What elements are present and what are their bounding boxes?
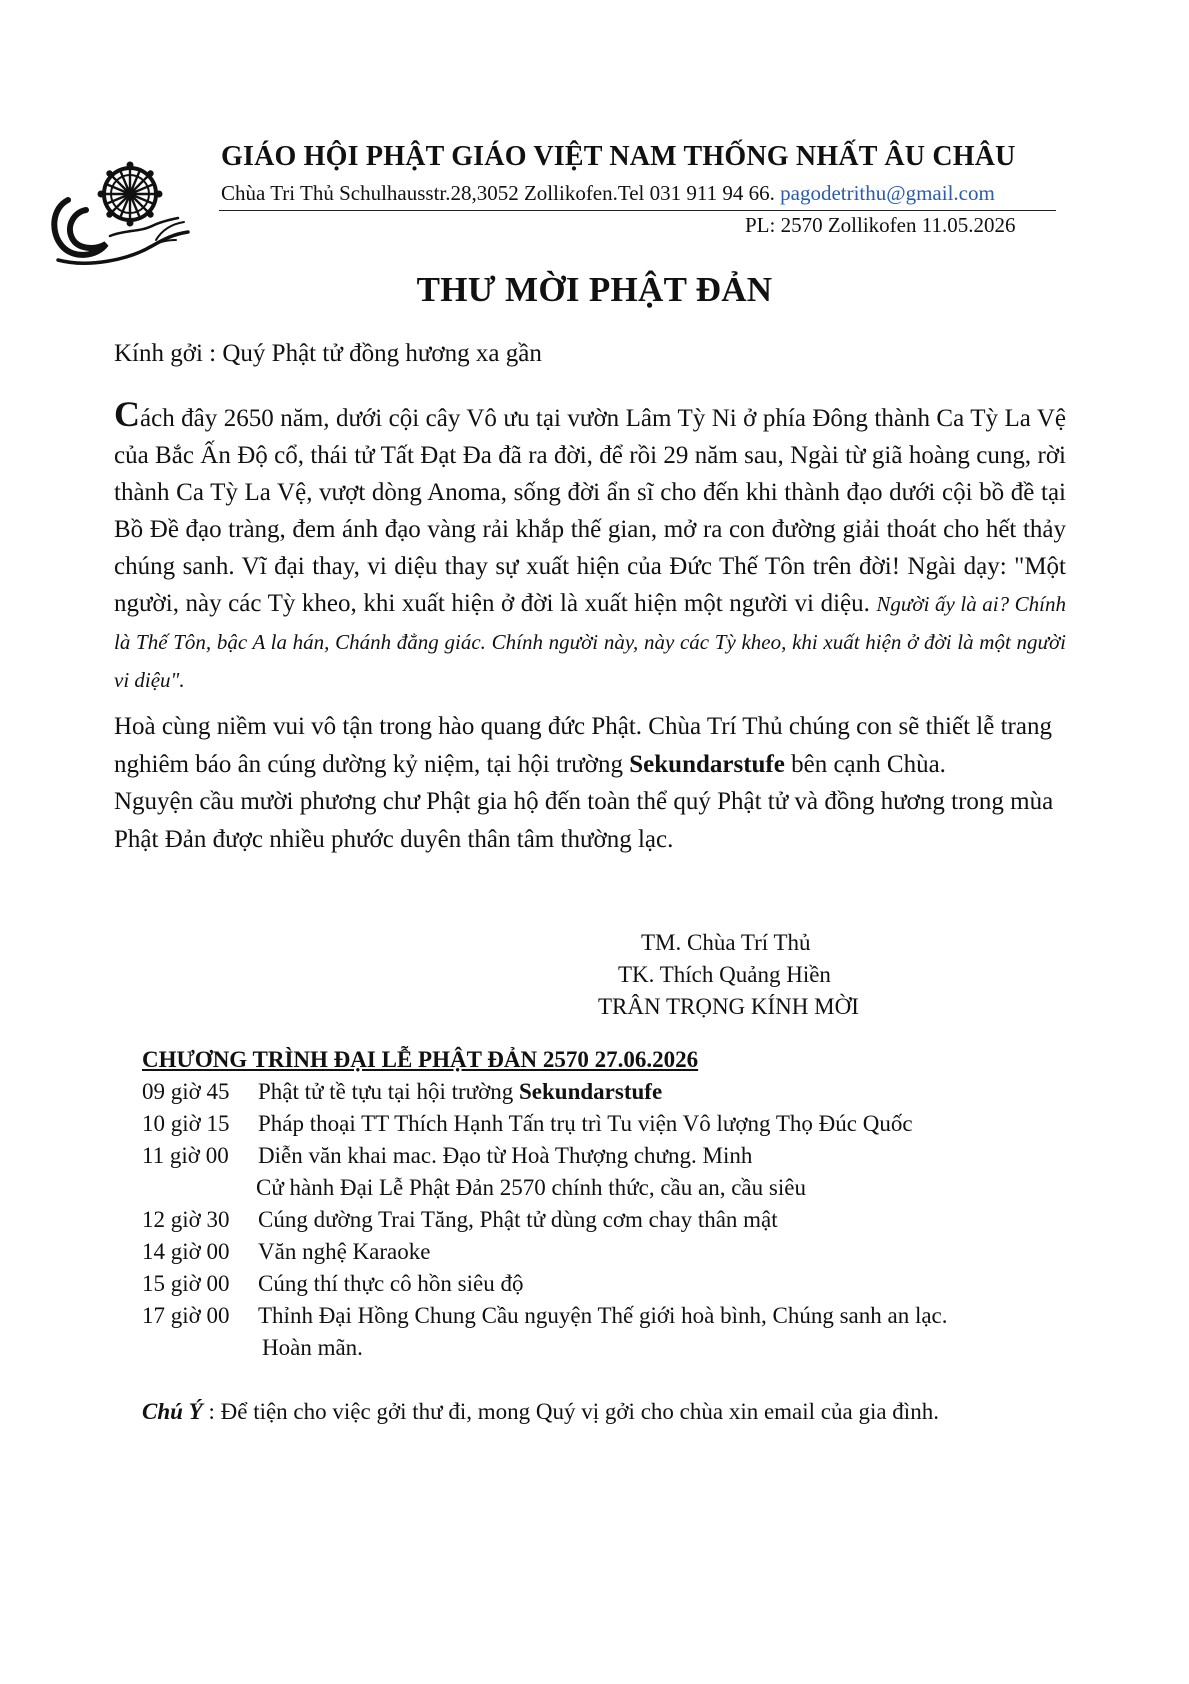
header-divider (219, 210, 1056, 211)
program-desc: Thỉnh Đại Hồng Chung Cầu nguyện Thế giới hoà bình, Chúng sanh an lạc. (258, 1303, 948, 1328)
program-time: 11 giờ 00 (142, 1143, 229, 1168)
program-time: 14 giờ 00 (142, 1239, 230, 1264)
note-text: : Để tiện cho việc gởi thư đi, mong Quý vị gởi cho chùa xin email của gia đình. (202, 1399, 939, 1424)
program-desc-text: Phật tử tề tựu tại hội trường (258, 1079, 520, 1104)
greeting: Kính gởi : Quý Phật tử đồng hương xa gần (114, 340, 542, 367)
invitation-text-a: Hoà cùng niềm vui vô tận trong hào quang đức Phật. Chùa Trí Thủ chúng con sẽ thiết lễ trang nghiêm báo ân cúng dường kỷ niệm, tại hội trường (114, 713, 1052, 778)
program-desc: Cúng thí thực cô hồn siêu độ (258, 1271, 524, 1296)
signature-block (560, 927, 880, 1023)
program-venue: Sekundarstufe (519, 1079, 663, 1104)
program-desc: Cử hành Đại Lễ Phật Đản 2570 chính thức, cầu an, cầu siêu (256, 1175, 806, 1200)
venue-name: Sekundarstufe (629, 750, 785, 778)
intro-quote-italic: Người ấy là ai? Chính là Thế Tôn, bậc A la hán, Chánh đẳng giác. Chính người này, này các Tỳ kheo, khi xuất hiện ở đời là một người vi diệu". (114, 592, 1066, 692)
program-desc: Hoàn mãn. (262, 1335, 363, 1360)
dharma-wheel-lotus-logo-icon (48, 160, 190, 268)
signature-line-3: TRÂN TRỌNG KÍNH MỜI (598, 994, 859, 1019)
program-title: CHƯƠNG TRÌNH ĐẠI LỄ PHẬT ĐẢN 2570 27.06.2026 (142, 1047, 699, 1072)
contact-line (221, 181, 995, 206)
program-time: 15 giờ 00 (142, 1271, 230, 1296)
intro-text: ách đây 2650 năm, dưới cội cây Vô ưu tại vườn Lâm Tỳ Ni ở phía Đông thành Ca Tỳ La Vệ của Bắc Ấn Độ cổ, thái tử Tất Đạt Đa đã ra đời, để rồi 29 năm sau, Ngài từ giã hoàng cung, rời thành Ca Tỳ La Vệ, vượt dòng Anoma, sống đời ẩn sĩ cho đến khi thành đạo dưới cội bồ đề tại Bồ Đề đạo tràng, đem ánh đạo vàng rải khắp thế gian, mở ra con đường giải thoát cho hết thảy chúng sanh. Vĩ đại thay, vi diệu thay sự xuất hiện của Đức Thế Tôn trên đời! Ngài dạy: "Một người, này các Tỳ kheo, khi xuất hiện ở đời là xuất hiện một người vi diệu. (114, 405, 1066, 617)
drop-cap: C (114, 394, 140, 434)
invitation-text (114, 708, 1066, 783)
program-time: 17 giờ 00 (142, 1303, 230, 1328)
date-line: PL: 2570 Zollikofen 11.05.2026 (745, 213, 1016, 237)
document-title: THƯ MỜI PHẬT ĐẢN (416, 270, 773, 309)
program-desc: Cúng dường Trai Tăng, Phật tử dùng cơm chay thân mật (258, 1207, 778, 1232)
email-link[interactable]: pagodetrithu@gmail.com (780, 181, 995, 205)
program-time: 09 giờ 45 (142, 1079, 230, 1104)
intro-paragraph (114, 394, 1066, 699)
invitation-paragraph (114, 708, 1066, 858)
note-label: Chú Ý (142, 1399, 203, 1424)
signature-line-1: TM. Chùa Trí Thủ (641, 930, 811, 955)
signature-line-2: TK. Thích Quảng Hiền (618, 962, 831, 987)
program-desc: Pháp thoại TT Thích Hạnh Tấn trụ trì Tu viện Vô lượng Thọ Đúc Quốc (258, 1111, 913, 1136)
program-desc (258, 1079, 662, 1105)
invitation-text-b: bên cạnh Chùa. (784, 750, 946, 778)
program-time: 10 giờ 15 (142, 1111, 230, 1136)
program-desc: Diễn văn khai mac. Đạo từ Hoà Thượng chưng. Minh (258, 1143, 753, 1168)
program-time: 12 giờ 30 (142, 1207, 230, 1232)
organization-name: GIÁO HỘI PHẬT GIÁO VIỆT NAM THỐNG NHẤT ÂU CHÂU (221, 141, 1016, 172)
prayer-text: Nguyện cầu mười phương chư Phật gia hộ đến toàn thể quý Phật tử và đồng hương trong mùa Phật Đản được nhiều phước duyên thân tâm thường lạc. (114, 788, 1054, 853)
contact-address: Chùa Tri Thủ Schulhausstr.28,3052 Zollikofen.Tel 031 911 94 66. (221, 181, 775, 205)
program-desc: Văn nghệ Karaoke (258, 1239, 431, 1264)
note-line (142, 1399, 939, 1425)
